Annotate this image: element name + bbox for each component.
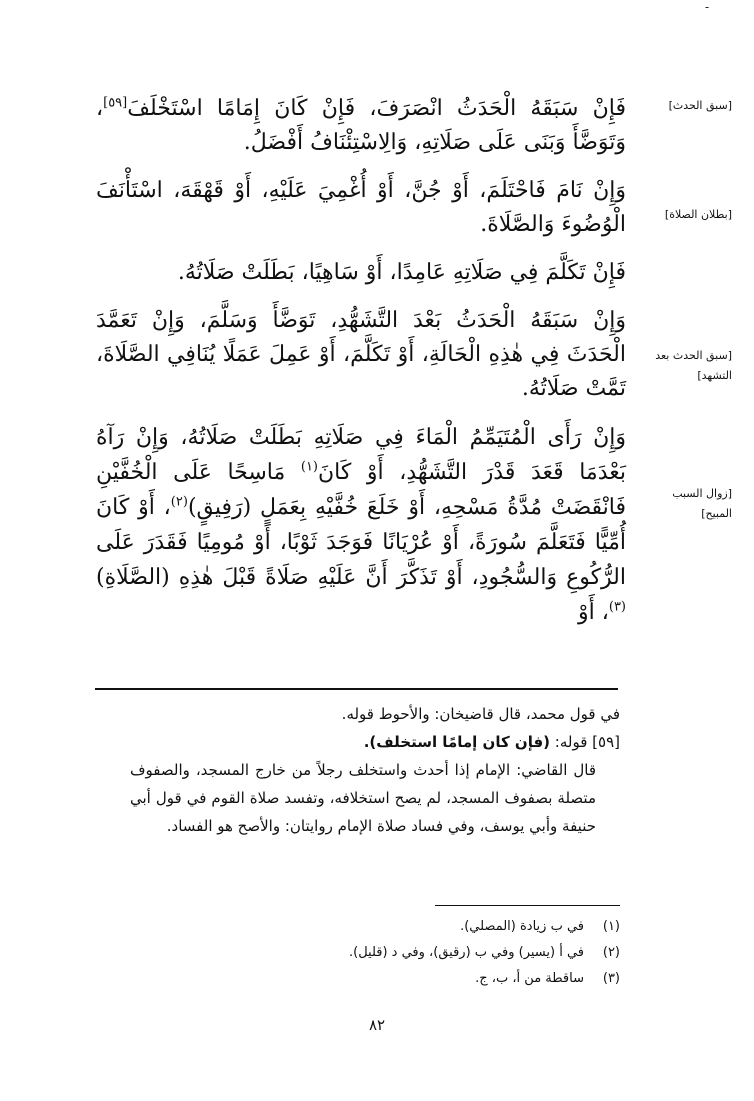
text-run: مَاسِحًا عَلَى الْخُفَّيْنِ فَانْقَضَتْ مُدَّةُ مَسْحِهِ، أَوْ خَلَعَ خُفَّيْهِ بِعَمَلٍ (رَفِيقٍ): [96, 460, 627, 520]
footnote-item: [140, 966, 620, 992]
side-note-sabq-alhadath-after-tashahhud: [سبق الحدث بعد التشهد]: [655, 349, 732, 382]
commentary-head-pre: قوله:: [550, 733, 588, 751]
commentary-divider: [95, 688, 618, 690]
footnotes: [140, 914, 620, 992]
footnote-divider: [435, 905, 620, 906]
paragraph-butlan: وَإِنْ نَامَ فَاحْتَلَمَ، أَوْ جُنَّ، أَوْ أُغْمِيَ عَلَيْهِ، أَوْ قَهْقَهَ، اسْتَأْنَفَ الْوُضُوءَ وَالصَّلَاةَ.: [96, 178, 626, 237]
side-note-butlan-alsalah: [بطلان الصلاة]: [664, 208, 732, 221]
footnote-number: (١): [602, 919, 620, 934]
main-text: [96, 92, 626, 644]
commentary: [130, 700, 620, 840]
paragraph-after-tashahhud: وَإِنْ سَبَقَهُ الْحَدَثُ بَعْدَ التَّشَهُّدِ، تَوَضَّأَ وَسَلَّمَ، وَإِنْ تَعَمَّدَ الْحَدَثَ فِي هٰذِهِ الْحَالَةِ، أَوْ تَكَلَّمَ، أَوْ عَمِلَ عَمَلًا يُنَافِي الصَّلَاةَ، تَمَّتْ صَلَاتُهُ.: [96, 308, 626, 401]
text-run: ، أَوْ كَانَ أُمِّيًّا فَتَعَلَّمَ سُورَةً، أَوْ عُرْيَانًا فَوَجَدَ ثَوْبًا، أَوْ مُومِيًا فَقَدَرَ عَلَى الرُّكُوعِ وَالسُّجُودِ، أَوْ تَذَكَّرَ أَنَّ عَلَيْهِ صَلَاةً قَبْلَ هٰذِهِ (الصَّلَاةِ): [96, 495, 626, 590]
footnote-ref-1[interactable]: (١): [300, 459, 318, 475]
commentary-body: قال القاضي: الإمام إذا أحدث واستخلف رجلاً من خارج المسجد، والصفوف متصلة بصفوف المسجد، لم يصح استخلافه، وتفسد صلاة القوم في قول أبي حنيفة وأبي يوسف، وفي فساد صلاة الإمام روايتان: والأصح هو الفساد.: [130, 761, 596, 835]
corner-mark: -: [705, 0, 710, 14]
footnote-text: ساقطة من أ، ب، ج.: [475, 971, 584, 986]
footnote-text: في ب زيادة (المصلي).: [460, 919, 584, 934]
paragraph-kalam: فَإِنْ تَكَلَّمَ فِي صَلَاتِهِ عَامِدًا، أَوْ سَاهِيًا، بَطَلَتْ صَلَاتُهُ.: [177, 260, 626, 285]
footnote-number: (٣): [602, 971, 620, 986]
text-run: وَإِنْ رَأَى الْمُتَيَمِّمُ الْمَاءَ فِي صَلَاتِهِ بَطَلَتْ صَلَاتُهُ، وَإِنْ رَآهُ بَعْدَمَا قَعَدَ قَدْرَ التَّشَهُّدِ، أَوْ كَانَ: [96, 425, 626, 485]
footnote-ref-3[interactable]: (٣): [608, 599, 626, 615]
footnote-item: [140, 914, 620, 940]
text-run: ، وَتَوَضَّأَ وَبَنَى عَلَى صَلَاتِهِ، وَالِاسْتِئْنَافُ أَفْضَلُ.: [96, 96, 626, 155]
text-run: فَإِنْ سَبَقَهُ الْحَدَثُ انْصَرَفَ، فَإِنْ كَانَ إِمَامًا اسْتَخْلَفَ: [127, 96, 626, 121]
paragraph-zawal-alsabab: [96, 420, 626, 630]
paragraph-sabq-alhadath: [96, 92, 626, 160]
commentary-ref: [٥٩]: [592, 733, 620, 751]
commentary-head-quote: (فإن كان إمامًا استخلف).: [363, 733, 551, 751]
footnote-number: (٢): [602, 945, 620, 960]
commentary-continuation: في قول محمد، قال قاضيخان: والأحوط قوله.: [341, 705, 620, 723]
side-note-sabq-alhadath: [سبق الحدث]: [668, 99, 732, 112]
text-run: ، أَوْ: [578, 600, 609, 625]
footnote-item: [140, 940, 620, 966]
footnote-ref-2[interactable]: (٢): [170, 494, 188, 510]
commentary-heading: [130, 728, 620, 756]
side-note-zawal-alsabab: [زوال السبب المبيح]: [672, 487, 732, 520]
commentary-ref-59[interactable]: [٥٩]: [103, 95, 128, 111]
page-number: ٨٢: [368, 1016, 386, 1034]
footnote-text: في أ (يسير) وفي ب (رقيق)، وفي د (قليل).: [348, 945, 584, 960]
